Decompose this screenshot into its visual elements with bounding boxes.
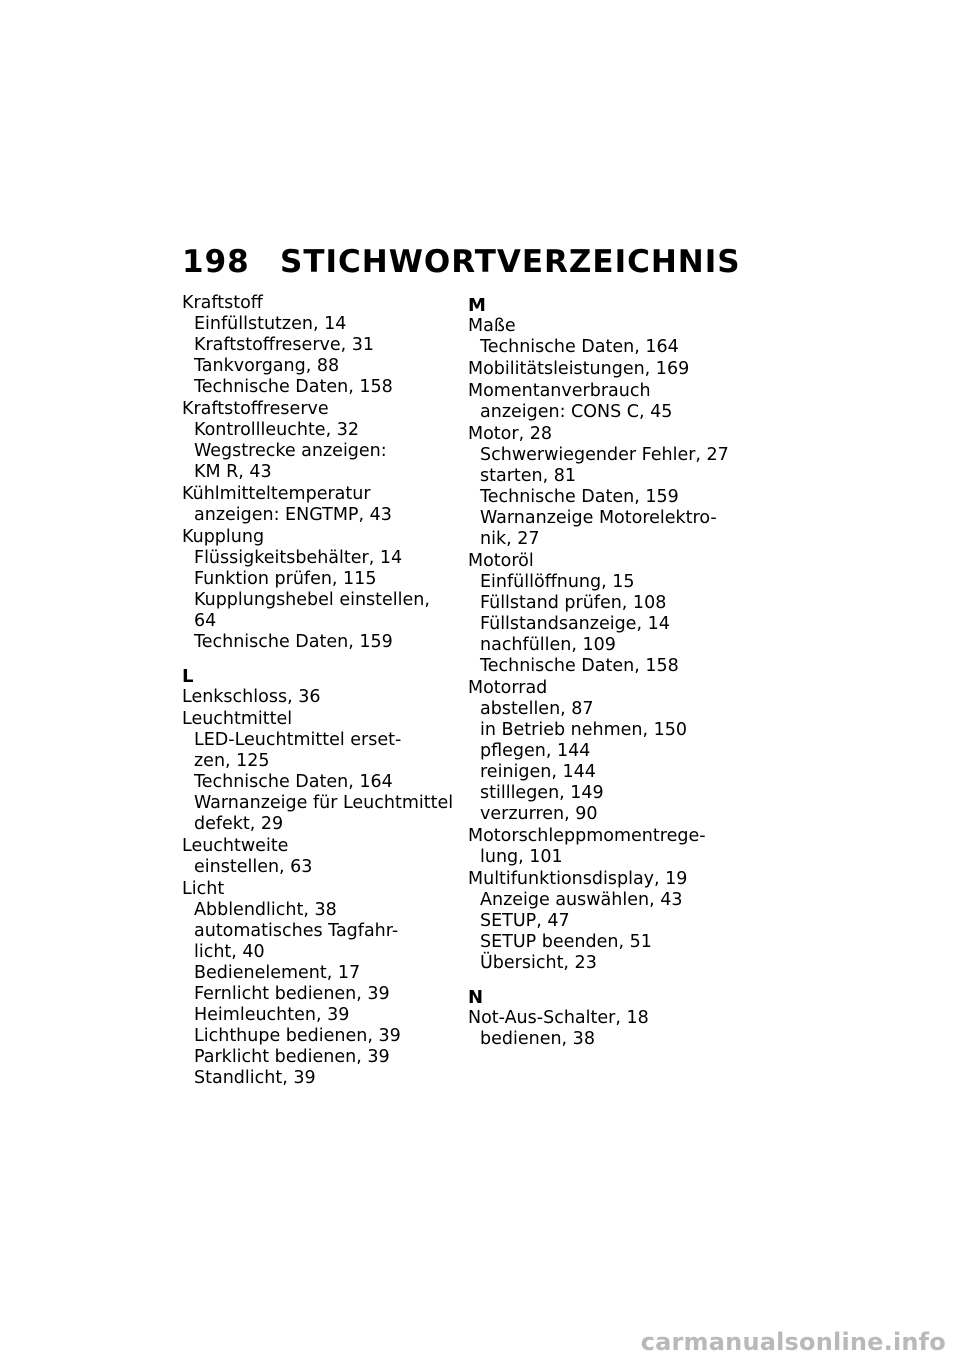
index-sub-term: Parklicht bedienen, 39 [194,1047,390,1067]
index-sub-term: Einfüllöffnung, 15 [480,572,635,592]
index-entry [468,381,740,423]
index-entry [182,527,454,653]
index-entry [468,424,740,550]
index-sub-term: Flüssigkeitsbehälter, 14 [194,548,403,568]
index-sub-term: Einfüllstutzen, 14 [194,314,347,334]
index-sub-term: pflegen, 144 [480,741,591,761]
index-entry [468,826,740,868]
page-title: STICHWORTVERZEICHNIS [280,244,741,280]
index-letter-heading: L [182,666,194,687]
index-sub-term: Anzeige auswählen, 43 [480,890,683,910]
page-number: 198 [182,244,250,280]
index-sub-term: Technische Daten, 164 [480,337,679,357]
index-sub-term: Tankvorgang, 88 [194,356,340,376]
index-sub-term: starten, 81 [480,466,577,486]
index-sub-term: Technische Daten, 159 [194,632,393,652]
index-sub-term: stilllegen, 149 [480,783,604,803]
index-column-right [468,292,740,1050]
index-sub-term: Füllstandsanzeige, 14 [480,614,670,634]
index-sub-term: licht, 40 [194,942,265,962]
index-sub-term: Heimleuchten, 39 [194,1005,350,1025]
index-main-term: Kraftstoff [182,293,263,313]
index-entry [182,879,454,1089]
index-sub-term: Lichthupe bedienen, 39 [194,1026,401,1046]
index-sub-term: SETUP beenden, 51 [480,932,652,952]
index-entry [468,359,740,380]
index-main-term: Mobilitätsleistungen, 169 [468,359,690,379]
index-entry [468,869,740,974]
index-main-term: Kühlmitteltemperatur [182,484,371,504]
index-sub-term: Bedienelement, 17 [194,963,361,983]
index-sub-term: Funktion prüfen, 115 [194,569,377,589]
index-main-term: Multifunktionsdisplay, 19 [468,869,688,889]
index-entry [468,678,740,825]
index-sub-term: lung, 101 [480,847,563,867]
index-sub-term: nachfüllen, 109 [480,635,616,655]
index-main-term: Licht [182,879,225,899]
letter-gap [182,653,454,663]
index-main-term: Leuchtmittel [182,709,293,729]
index-sub-term: automatisches Tagfahr- [194,921,399,941]
index-sub-term: anzeigen: CONS C, 45 [480,402,673,422]
index-sub-term: Warnanzeige für Leuchtmittel [194,793,454,813]
index-main-term: Motorrad [468,678,548,698]
index-sub-term: reinigen, 144 [480,762,596,782]
index-sub-term: defekt, 29 [194,814,284,834]
index-sub-term: Warnanzeige Motorelektro- [480,508,717,528]
index-sub-term: zen, 125 [194,751,270,771]
index-main-term: Kraftstoffreserve [182,399,329,419]
index-main-term: Momentanverbrauch [468,381,651,401]
index-main-term: Motorschleppmomentrege- [468,826,706,846]
index-entry [182,687,454,708]
index-entry [182,293,454,398]
index-sub-term: abstellen, 87 [480,699,594,719]
index-sub-term: nik, 27 [480,529,540,549]
index-sub-term: Fernlicht bedienen, 39 [194,984,390,1004]
index-sub-term: verzurren, 90 [480,804,598,824]
index-main-term: Maße [468,316,516,336]
index-sub-term: Wegstrecke anzeigen: [194,441,387,461]
index-sub-term: KM R, 43 [194,462,272,482]
index-sub-term: Kupplungshebel einstellen, 64 [194,590,430,631]
index-entry [468,551,740,677]
index-sub-term: Technische Daten, 164 [194,772,393,792]
index-main-term: Not-Aus-Schalter, 18 [468,1008,649,1028]
index-letter-heading: M [468,295,486,316]
index-sub-term: Kontrollleuchte, 32 [194,420,359,440]
index-sub-term: Abblendlicht, 38 [194,900,337,920]
letter-gap [468,974,740,984]
watermark-text: carmanualsonline.info [640,1328,946,1356]
index-entry [468,316,740,358]
index-sub-term: SETUP, 47 [480,911,570,931]
page-header [182,244,741,280]
index-sub-term: bedienen, 38 [480,1029,595,1049]
index-main-term: Lenkschloss, 36 [182,687,321,707]
index-main-term: Kupplung [182,527,265,547]
index-entry [468,1008,740,1050]
index-sub-term: Technische Daten, 159 [480,487,679,507]
index-sub-term: in Betrieb nehmen, 150 [480,720,688,740]
index-entry [182,399,454,483]
index-main-term: Leuchtweite [182,836,289,856]
index-entry [182,709,454,835]
index-sub-term: Schwerwiegender Fehler, 27 [480,445,729,465]
index-sub-term: Übersicht, 23 [480,953,597,973]
index-sub-term: Technische Daten, 158 [480,656,679,676]
index-sub-term: Technische Daten, 158 [194,377,393,397]
index-column-left [182,292,454,1089]
index-sub-term: Füllstand prüfen, 108 [480,593,667,613]
index-sub-term: LED-Leuchtmittel erset- [194,730,402,750]
index-sub-term: Standlicht, 39 [194,1068,316,1088]
index-sub-term: Kraftstoffreserve, 31 [194,335,375,355]
index-sub-term: einstellen, 63 [194,857,313,877]
index-main-term: Motor, 28 [468,424,552,444]
index-main-term: Motoröl [468,551,534,571]
index-letter-heading: N [468,987,484,1008]
index-entry [182,836,454,878]
index-entry [182,484,454,526]
index-sub-term: anzeigen: ENGTMP, 43 [194,505,392,525]
